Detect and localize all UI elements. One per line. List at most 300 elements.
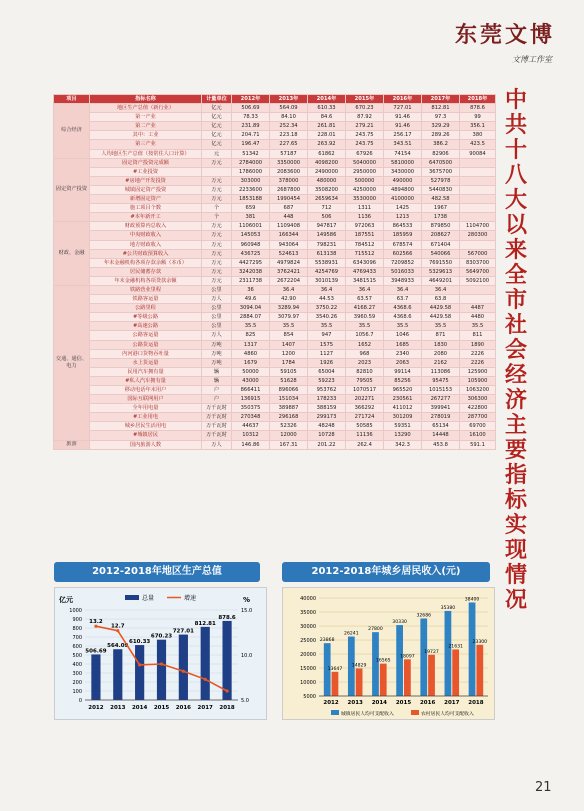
value-cell: 1786000 bbox=[232, 167, 270, 176]
value-cell: 659 bbox=[232, 204, 270, 213]
value-cell: 2687800 bbox=[270, 185, 308, 194]
indicator-name-cell: 第三产业 bbox=[90, 140, 202, 149]
value-cell: 7209852 bbox=[384, 258, 422, 267]
gdp-bar bbox=[91, 654, 100, 700]
table-row bbox=[54, 104, 496, 113]
value-cell: 678574 bbox=[384, 240, 422, 249]
value-cell: 51342 bbox=[232, 149, 270, 158]
value-cell: 329.29 bbox=[422, 122, 460, 131]
table-row bbox=[54, 386, 496, 395]
value-cell: 267277 bbox=[422, 395, 460, 404]
value-cell: 230561 bbox=[384, 395, 422, 404]
legend-swatch-urban bbox=[331, 710, 339, 715]
value-cell: 166344 bbox=[270, 231, 308, 240]
value-cell: 947817 bbox=[308, 222, 346, 231]
value-cell: 35.5 bbox=[384, 322, 422, 331]
value-cell: 1990454 bbox=[270, 195, 308, 204]
gdp-y-tick: 0 bbox=[78, 698, 82, 704]
indicator-name-cell: 移动电话年末用户 bbox=[90, 386, 202, 395]
value-cell: 506 bbox=[308, 213, 346, 222]
legend-label-total: 总量 bbox=[142, 595, 155, 602]
value-cell: 6470500 bbox=[422, 158, 460, 167]
value-cell: 1652 bbox=[346, 340, 384, 349]
value-cell: 231.89 bbox=[232, 122, 270, 131]
legend-label-urban: 城镇居民人均可支配收入 bbox=[341, 712, 394, 717]
value-cell: 4769433 bbox=[346, 267, 384, 276]
value-cell: 3530000 bbox=[346, 195, 384, 204]
value-cell: 4427295 bbox=[232, 258, 270, 267]
value-cell bbox=[460, 167, 496, 176]
value-cell: 4429.58 bbox=[422, 304, 460, 313]
unit-cell: 万元 bbox=[202, 158, 232, 167]
value-cell: 2023 bbox=[346, 358, 384, 367]
value-cell: 105900 bbox=[460, 376, 496, 385]
table-row bbox=[54, 213, 496, 222]
income-bar-urban bbox=[469, 602, 476, 696]
value-cell: 1109408 bbox=[270, 222, 308, 231]
income-x-tick: 2015 bbox=[395, 700, 412, 706]
unit-cell bbox=[202, 167, 232, 176]
table-row bbox=[54, 367, 496, 376]
value-cell: 4487 bbox=[460, 304, 496, 313]
value-cell: 280300 bbox=[460, 231, 496, 240]
value-cell: 1679 bbox=[232, 358, 270, 367]
table-row bbox=[54, 158, 496, 167]
value-cell: 388159 bbox=[308, 404, 346, 413]
value-cell: 263.92 bbox=[308, 140, 346, 149]
table-header-cell: 计量单位 bbox=[202, 95, 232, 104]
income-x-tick: 2013 bbox=[347, 700, 363, 706]
unit-cell: 万千瓦时 bbox=[202, 413, 232, 422]
indicator-name-cell: 其中：工业 bbox=[90, 131, 202, 140]
gdp-x-tick: 2012 bbox=[88, 705, 104, 711]
indicator-name-cell: #城镇居民 bbox=[90, 431, 202, 440]
indicator-name-cell: 城乡居民生活用电 bbox=[90, 422, 202, 431]
unit-cell: 辆 bbox=[202, 367, 232, 376]
value-cell: 3350000 bbox=[270, 158, 308, 167]
indicator-name-cell: 内河港口货物吞吐量 bbox=[90, 349, 202, 358]
income-bar-label: 30330 bbox=[392, 620, 407, 626]
value-cell: 44637 bbox=[232, 422, 270, 431]
income-bar-label: 18097 bbox=[400, 654, 415, 660]
income-y-tick: 10000 bbox=[300, 680, 316, 686]
value-cell: 149586 bbox=[308, 231, 346, 240]
value-cell: 1063200 bbox=[460, 386, 496, 395]
gdp-y2-tick: 10.0 bbox=[241, 653, 253, 659]
income-bar-urban bbox=[372, 632, 379, 696]
value-cell: 879850 bbox=[422, 222, 460, 231]
value-cell: 490000 bbox=[384, 176, 422, 185]
value-cell: 146.86 bbox=[232, 440, 270, 449]
value-cell: 825 bbox=[232, 331, 270, 340]
value-cell: 389887 bbox=[270, 404, 308, 413]
value-cell: 1015153 bbox=[422, 386, 460, 395]
income-bar-label: 16565 bbox=[375, 658, 391, 664]
income-chart bbox=[283, 588, 496, 721]
table-header-cell: 指标名称 bbox=[90, 95, 202, 104]
gdp-bar-label: 727.01 bbox=[172, 628, 194, 635]
income-bar-rural bbox=[404, 659, 411, 696]
value-cell: 5538931 bbox=[308, 258, 346, 267]
table-row bbox=[54, 267, 496, 276]
value-cell: 145053 bbox=[232, 231, 270, 240]
income-x-tick: 2016 bbox=[419, 700, 436, 706]
unit-cell: 万元 bbox=[202, 195, 232, 204]
table-row bbox=[54, 285, 496, 294]
table-row bbox=[54, 413, 496, 422]
value-cell: 7691550 bbox=[422, 258, 460, 267]
value-cell: 3508200 bbox=[308, 185, 346, 194]
value-cell: 48248 bbox=[308, 422, 346, 431]
value-cell: 591.1 bbox=[460, 440, 496, 449]
value-cell bbox=[460, 158, 496, 167]
gdp-y-tick: 500 bbox=[72, 653, 82, 659]
table-row bbox=[54, 331, 496, 340]
value-cell: 1317 bbox=[232, 340, 270, 349]
gdp-bar bbox=[222, 621, 231, 700]
unit-cell: 个 bbox=[202, 213, 232, 222]
indicator-name-cell: 财政预算内总收入 bbox=[90, 222, 202, 231]
indicator-name-cell: #本年新开工 bbox=[90, 213, 202, 222]
table-row bbox=[54, 195, 496, 204]
gdp-bar bbox=[201, 627, 210, 700]
value-cell: 500000 bbox=[346, 176, 384, 185]
value-cell: 84.10 bbox=[270, 113, 308, 122]
gdp-growth-label: 12.7 bbox=[110, 623, 125, 630]
unit-cell: 万吨 bbox=[202, 349, 232, 358]
value-cell: 2226 bbox=[460, 358, 496, 367]
value-cell: 3079.97 bbox=[270, 313, 308, 322]
value-cell: 43000 bbox=[232, 376, 270, 385]
income-bar-label: 23300 bbox=[472, 639, 488, 645]
value-cell: 65004 bbox=[308, 367, 346, 376]
value-cell: 4168.27 bbox=[346, 304, 384, 313]
table-row bbox=[54, 358, 496, 367]
value-cell: 51628 bbox=[270, 376, 308, 385]
gdp-y2-unit: % bbox=[243, 596, 251, 604]
value-cell: 287700 bbox=[460, 413, 496, 422]
value-cell: 811 bbox=[460, 331, 496, 340]
value-cell: 2950000 bbox=[346, 167, 384, 176]
indicator-name-cell: 地方财政收入 bbox=[90, 240, 202, 249]
table-row bbox=[54, 167, 496, 176]
value-cell: 78.33 bbox=[232, 113, 270, 122]
unit-cell: 万元 bbox=[202, 249, 232, 258]
value-cell: 252.34 bbox=[270, 122, 308, 131]
gdp-y-tick: 300 bbox=[72, 671, 82, 677]
table-body bbox=[54, 104, 496, 450]
gdp-x-tick: 2017 bbox=[197, 705, 213, 711]
value-cell: 6343096 bbox=[346, 258, 384, 267]
value-cell: 712 bbox=[308, 204, 346, 213]
unit-cell: 万吨 bbox=[202, 358, 232, 367]
unit-cell: 户 bbox=[202, 395, 232, 404]
value-cell: 854 bbox=[270, 331, 308, 340]
value-cell: 49.6 bbox=[232, 295, 270, 304]
indicator-name-cell: #工业投资 bbox=[90, 167, 202, 176]
value-cell: 91.46 bbox=[384, 113, 422, 122]
unit-cell: 万元 bbox=[202, 240, 232, 249]
indicator-name-cell: #私人汽车拥有量 bbox=[90, 376, 202, 385]
value-cell bbox=[460, 204, 496, 213]
value-cell: 2659634 bbox=[308, 195, 346, 204]
value-cell bbox=[460, 240, 496, 249]
value-cell: 67926 bbox=[346, 149, 384, 158]
value-cell: 602566 bbox=[384, 249, 422, 258]
value-cell: 4100000 bbox=[384, 195, 422, 204]
indicator-name-cell: 年末金融机构各项存款余额（本币） bbox=[90, 258, 202, 267]
indicator-name-cell: #工业用电 bbox=[90, 413, 202, 422]
gdp-bar bbox=[157, 640, 166, 700]
value-cell: 866411 bbox=[232, 386, 270, 395]
indicator-name-cell: 新增固定资产 bbox=[90, 195, 202, 204]
value-cell: 303000 bbox=[232, 176, 270, 185]
value-cell: 227.65 bbox=[270, 140, 308, 149]
table-header-cell: 项目 bbox=[54, 95, 90, 104]
table-header-cell: 2018年 bbox=[460, 95, 496, 104]
value-cell bbox=[460, 213, 496, 222]
table-row bbox=[54, 249, 496, 258]
value-cell: 1853188 bbox=[232, 195, 270, 204]
value-cell: 4894800 bbox=[384, 185, 422, 194]
table-header-cell: 2012年 bbox=[232, 95, 270, 104]
unit-cell: 公里 bbox=[202, 285, 232, 294]
value-cell: 4429.58 bbox=[422, 313, 460, 322]
value-cell: 69700 bbox=[460, 422, 496, 431]
value-cell: 423.5 bbox=[460, 140, 496, 149]
value-cell: 2226 bbox=[460, 349, 496, 358]
value-cell: 5040000 bbox=[346, 158, 384, 167]
value-cell: 35.5 bbox=[346, 322, 384, 331]
value-cell: 4098200 bbox=[308, 158, 346, 167]
table-category-cell: 固定资产投资 bbox=[54, 158, 90, 222]
value-cell: 380 bbox=[460, 131, 496, 140]
value-cell: 1046 bbox=[384, 331, 422, 340]
gdp-y-tick: 1000 bbox=[69, 608, 82, 614]
value-cell: 223.18 bbox=[270, 131, 308, 140]
value-cell: 299173 bbox=[308, 413, 346, 422]
gdp-bar bbox=[113, 649, 122, 700]
income-y-tick: 25000 bbox=[300, 638, 316, 644]
value-cell: 482.58 bbox=[422, 195, 460, 204]
unit-cell: 亿元 bbox=[202, 140, 232, 149]
value-cell: 8303700 bbox=[460, 258, 496, 267]
value-cell: 79505 bbox=[346, 376, 384, 385]
gdp-growth-point bbox=[182, 670, 185, 673]
value-cell: 2063 bbox=[384, 358, 422, 367]
table-row bbox=[54, 304, 496, 313]
value-cell: 2162 bbox=[422, 358, 460, 367]
unit-cell: 万千瓦时 bbox=[202, 431, 232, 440]
income-bar-rural bbox=[452, 649, 459, 696]
gdp-x-tick: 2014 bbox=[131, 705, 148, 711]
vertical-title: 中共十八大以来全市社会经济主要指标实现情况 bbox=[504, 87, 527, 613]
income-y-tick: 30000 bbox=[300, 624, 316, 630]
gdp-chart-title: 2012-2018年地区生产总值 bbox=[54, 562, 260, 582]
value-cell: 97.3 bbox=[422, 113, 460, 122]
indicator-name-cell: 国内旅游人数 bbox=[90, 440, 202, 449]
value-cell: 610.33 bbox=[308, 104, 346, 113]
value-cell: 878.6 bbox=[460, 104, 496, 113]
unit-cell: 辆 bbox=[202, 376, 232, 385]
gdp-y-unit: 亿元 bbox=[59, 596, 73, 604]
value-cell: 968 bbox=[346, 349, 384, 358]
value-cell: 151034 bbox=[270, 395, 308, 404]
value-cell: 527978 bbox=[422, 176, 460, 185]
value-cell: 1213 bbox=[384, 213, 422, 222]
table-row bbox=[54, 240, 496, 249]
value-cell: 366292 bbox=[346, 404, 384, 413]
value-cell: 524613 bbox=[270, 249, 308, 258]
indicator-name-cell: #房地产开发投资 bbox=[90, 176, 202, 185]
value-cell: 480000 bbox=[308, 176, 346, 185]
gdp-x-tick: 2018 bbox=[219, 705, 235, 711]
indicator-name-cell: 公路货运量 bbox=[90, 340, 202, 349]
value-cell: 399941 bbox=[422, 404, 460, 413]
value-cell: 5649700 bbox=[460, 267, 496, 276]
value-cell: 965520 bbox=[384, 386, 422, 395]
gdp-bar bbox=[179, 635, 188, 700]
value-cell bbox=[460, 176, 496, 185]
income-x-tick: 2017 bbox=[444, 700, 460, 706]
gdp-chart bbox=[55, 588, 268, 721]
unit-cell: 万人 bbox=[202, 440, 232, 449]
table-row bbox=[54, 322, 496, 331]
income-bar-label: 26241 bbox=[344, 631, 359, 637]
value-cell: 82906 bbox=[422, 149, 460, 158]
value-cell: 2083600 bbox=[270, 167, 308, 176]
indicator-name-cell: 人均地区生产总值（按常住人口计算） bbox=[90, 149, 202, 158]
value-cell: 63.7 bbox=[384, 295, 422, 304]
table-row bbox=[54, 313, 496, 322]
value-cell: 2233600 bbox=[232, 185, 270, 194]
value-cell: 727.01 bbox=[384, 104, 422, 113]
value-cell bbox=[460, 295, 496, 304]
value-cell: 5440830 bbox=[422, 185, 460, 194]
table-row bbox=[54, 131, 496, 140]
value-cell: 540066 bbox=[422, 249, 460, 258]
gdp-y2-tick: 15.0 bbox=[241, 608, 253, 614]
indicator-name-cell: 年末金融机构各项贷款余额 bbox=[90, 276, 202, 285]
value-cell: 279.21 bbox=[346, 122, 384, 131]
value-cell: 10728 bbox=[308, 431, 346, 440]
value-cell: 178233 bbox=[308, 395, 346, 404]
value-cell: 59223 bbox=[308, 376, 346, 385]
gdp-growth-label: 13.2 bbox=[89, 619, 103, 626]
value-cell: 13290 bbox=[384, 431, 422, 440]
value-cell: 342.3 bbox=[384, 440, 422, 449]
value-cell: 2340 bbox=[384, 349, 422, 358]
value-cell: 1967 bbox=[422, 204, 460, 213]
income-bar-urban bbox=[420, 618, 427, 696]
value-cell: 1890 bbox=[460, 340, 496, 349]
value-cell bbox=[460, 285, 496, 294]
gdp-growth-point bbox=[138, 663, 141, 666]
income-bar-rural bbox=[332, 672, 339, 696]
value-cell: 301209 bbox=[384, 413, 422, 422]
value-cell: 208627 bbox=[422, 231, 460, 240]
table-header-row bbox=[54, 95, 496, 104]
gdp-bar-label: 670.23 bbox=[150, 633, 173, 640]
value-cell bbox=[460, 185, 496, 194]
indicator-name-cell: 中央财政收入 bbox=[90, 231, 202, 240]
unit-cell: 万元 bbox=[202, 222, 232, 231]
value-cell: 381 bbox=[232, 213, 270, 222]
indicator-name-cell: 城镇固定资产投资 bbox=[90, 185, 202, 194]
value-cell: 671404 bbox=[422, 240, 460, 249]
income-bar-rural bbox=[428, 655, 435, 696]
value-cell: 5810000 bbox=[384, 158, 422, 167]
unit-cell: 公里 bbox=[202, 313, 232, 322]
income-x-tick: 2014 bbox=[371, 700, 388, 706]
value-cell: 42.90 bbox=[270, 295, 308, 304]
value-cell: 4979824 bbox=[270, 258, 308, 267]
value-cell: 2672204 bbox=[270, 276, 308, 285]
income-bar-rural bbox=[356, 668, 363, 696]
value-cell: 35.5 bbox=[270, 322, 308, 331]
value-cell: 36.4 bbox=[384, 285, 422, 294]
value-cell: 90084 bbox=[460, 149, 496, 158]
unit-cell: 个 bbox=[202, 204, 232, 213]
gdp-bar-label: 812.81 bbox=[194, 620, 216, 627]
income-x-tick: 2012 bbox=[323, 700, 339, 706]
value-cell: 50000 bbox=[232, 367, 270, 376]
value-cell: 3762421 bbox=[270, 267, 308, 276]
value-cell: 1136 bbox=[346, 213, 384, 222]
page-number: 21 bbox=[535, 780, 552, 795]
indicator-name-cell: 公路里程 bbox=[90, 304, 202, 313]
value-cell: 3750.22 bbox=[308, 304, 346, 313]
value-cell: 386.2 bbox=[422, 140, 460, 149]
indicator-name-cell: 民用汽车拥有量 bbox=[90, 367, 202, 376]
value-cell: 953762 bbox=[308, 386, 346, 395]
gdp-x-tick: 2016 bbox=[175, 705, 192, 711]
value-cell: 3960.59 bbox=[346, 313, 384, 322]
income-bar-label: 27800 bbox=[368, 627, 383, 633]
value-cell: 44.53 bbox=[308, 295, 346, 304]
value-cell: 784512 bbox=[346, 240, 384, 249]
value-cell: 196.47 bbox=[232, 140, 270, 149]
value-cell: 35.5 bbox=[460, 322, 496, 331]
value-cell: 87.92 bbox=[346, 113, 384, 122]
value-cell: 125900 bbox=[460, 367, 496, 376]
value-cell: 91.46 bbox=[384, 122, 422, 131]
indicator-name-cell: 公路客运量 bbox=[90, 331, 202, 340]
legend-swatch-rural bbox=[411, 710, 419, 715]
table-header-cell: 2014年 bbox=[308, 95, 346, 104]
value-cell: 113086 bbox=[422, 367, 460, 376]
table-header-cell: 2015年 bbox=[346, 95, 384, 104]
value-cell: 798231 bbox=[308, 240, 346, 249]
indicator-name-cell: 第一产业 bbox=[90, 113, 202, 122]
income-bar-label: 35380 bbox=[440, 605, 456, 611]
indicator-name-cell: 居民储蓄存款 bbox=[90, 267, 202, 276]
table-header-cell: 2013年 bbox=[270, 95, 308, 104]
value-cell: 228.01 bbox=[308, 131, 346, 140]
value-cell: 350375 bbox=[232, 404, 270, 413]
table-header-cell: 2017年 bbox=[422, 95, 460, 104]
gdp-y-tick: 400 bbox=[72, 662, 82, 668]
value-cell: 2884.07 bbox=[232, 313, 270, 322]
income-bar-label: 13647 bbox=[327, 666, 343, 672]
value-cell: 4649201 bbox=[422, 276, 460, 285]
gdp-bar bbox=[135, 645, 144, 700]
indicator-name-cell: 固定资产投资完成额 bbox=[90, 158, 202, 167]
value-cell: 63.8 bbox=[422, 295, 460, 304]
income-bar-label: 14829 bbox=[351, 663, 367, 669]
value-cell: 84.6 bbox=[308, 113, 346, 122]
value-cell: 3948933 bbox=[384, 276, 422, 285]
